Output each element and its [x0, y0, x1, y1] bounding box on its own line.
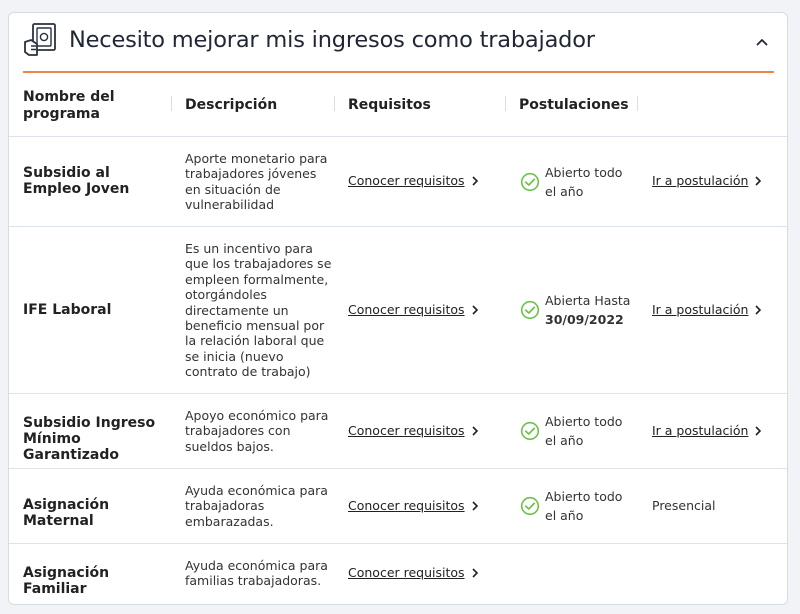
column-separator	[637, 96, 638, 111]
status-text	[545, 291, 635, 329]
requirements-link-label: Conocer requisitos	[348, 565, 465, 580]
requirements-link-label: Conocer requisitos	[348, 302, 465, 317]
row-divider	[9, 136, 787, 137]
apply-method-text: Presencial	[652, 498, 716, 513]
column-separator	[171, 96, 172, 111]
check-circle-icon	[520, 300, 540, 320]
column-separator	[334, 96, 335, 111]
column-header-program: Nombre del programa	[23, 89, 115, 122]
collapse-button[interactable]	[753, 33, 771, 51]
requirements-link[interactable]	[348, 302, 479, 317]
chevron-right-icon	[471, 176, 479, 186]
column-header-applications: Postulaciones	[519, 97, 629, 113]
status-text: Abierto todo el año	[545, 165, 623, 199]
status-date: 30/09/2022	[545, 312, 624, 327]
chevron-up-icon	[756, 38, 768, 46]
application-status	[520, 163, 635, 201]
program-description: Ayuda económica para trabajadoras embarazadas.	[185, 483, 328, 529]
accordion-header[interactable]	[9, 13, 787, 71]
header-divider	[23, 71, 774, 73]
application-status	[520, 412, 635, 450]
row-divider	[9, 226, 787, 227]
program-name: Asignación Maternal	[23, 497, 110, 529]
program-name: Asignación Familiar	[23, 565, 110, 597]
programs-card	[8, 12, 788, 605]
program-description: Es un incentivo para que los trabajadores se empleen formalmente, otorgándoles directamente un beneficio mensual por la relación laboral que se inicia (nuevo contrato de trabajo)	[185, 241, 332, 380]
application-status	[520, 487, 635, 525]
chevron-right-icon	[754, 305, 762, 315]
chevron-right-icon	[471, 568, 479, 578]
requirements-link[interactable]	[348, 173, 479, 188]
check-circle-icon	[520, 421, 540, 441]
program-description: Apoyo económico para trabajadores con sueldos bajos.	[185, 408, 329, 454]
row-divider	[9, 543, 787, 544]
apply-link-label: Ir a postulación	[652, 302, 749, 317]
chevron-right-icon	[471, 501, 479, 511]
chevron-right-icon	[754, 176, 762, 186]
requirements-link[interactable]	[348, 565, 479, 580]
program-name: Subsidio al Empleo Joven	[23, 165, 130, 197]
money-hand-icon	[23, 22, 59, 58]
requirements-link-label: Conocer requisitos	[348, 173, 465, 188]
check-circle-icon	[520, 496, 540, 516]
column-header-requirements: Requisitos	[348, 97, 431, 113]
requirements-link-label: Conocer requisitos	[348, 498, 465, 513]
section-title: Necesito mejorar mis ingresos como trabajador	[69, 27, 595, 53]
program-name: IFE Laboral	[23, 302, 112, 318]
status-label: Abierta Hasta	[545, 293, 631, 308]
status-text: Abierto todo el año	[545, 489, 623, 523]
status-text: Abierto todo el año	[545, 414, 623, 448]
row-divider	[9, 393, 787, 394]
apply-link-label: Ir a postulación	[652, 423, 749, 438]
apply-link[interactable]	[652, 173, 762, 188]
program-description: Aporte monetario para trabajadores jóvenes en situación de vulnerabilidad	[185, 151, 328, 213]
row-divider	[9, 468, 787, 469]
program-name: Subsidio Ingreso Mínimo Garantizado	[23, 415, 156, 463]
requirements-link[interactable]	[348, 423, 479, 438]
chevron-right-icon	[471, 426, 479, 436]
apply-link[interactable]	[652, 423, 762, 438]
check-circle-icon	[520, 172, 540, 192]
apply-link-label: Ir a postulación	[652, 173, 749, 188]
program-description: Ayuda económica para familias trabajadoras.	[185, 558, 328, 589]
column-header-description: Descripción	[185, 97, 278, 113]
apply-link[interactable]	[652, 302, 762, 317]
column-separator	[505, 96, 506, 111]
chevron-right-icon	[754, 426, 762, 436]
requirements-link-label: Conocer requisitos	[348, 423, 465, 438]
application-status	[520, 291, 635, 329]
requirements-link[interactable]	[348, 498, 479, 513]
chevron-right-icon	[471, 305, 479, 315]
